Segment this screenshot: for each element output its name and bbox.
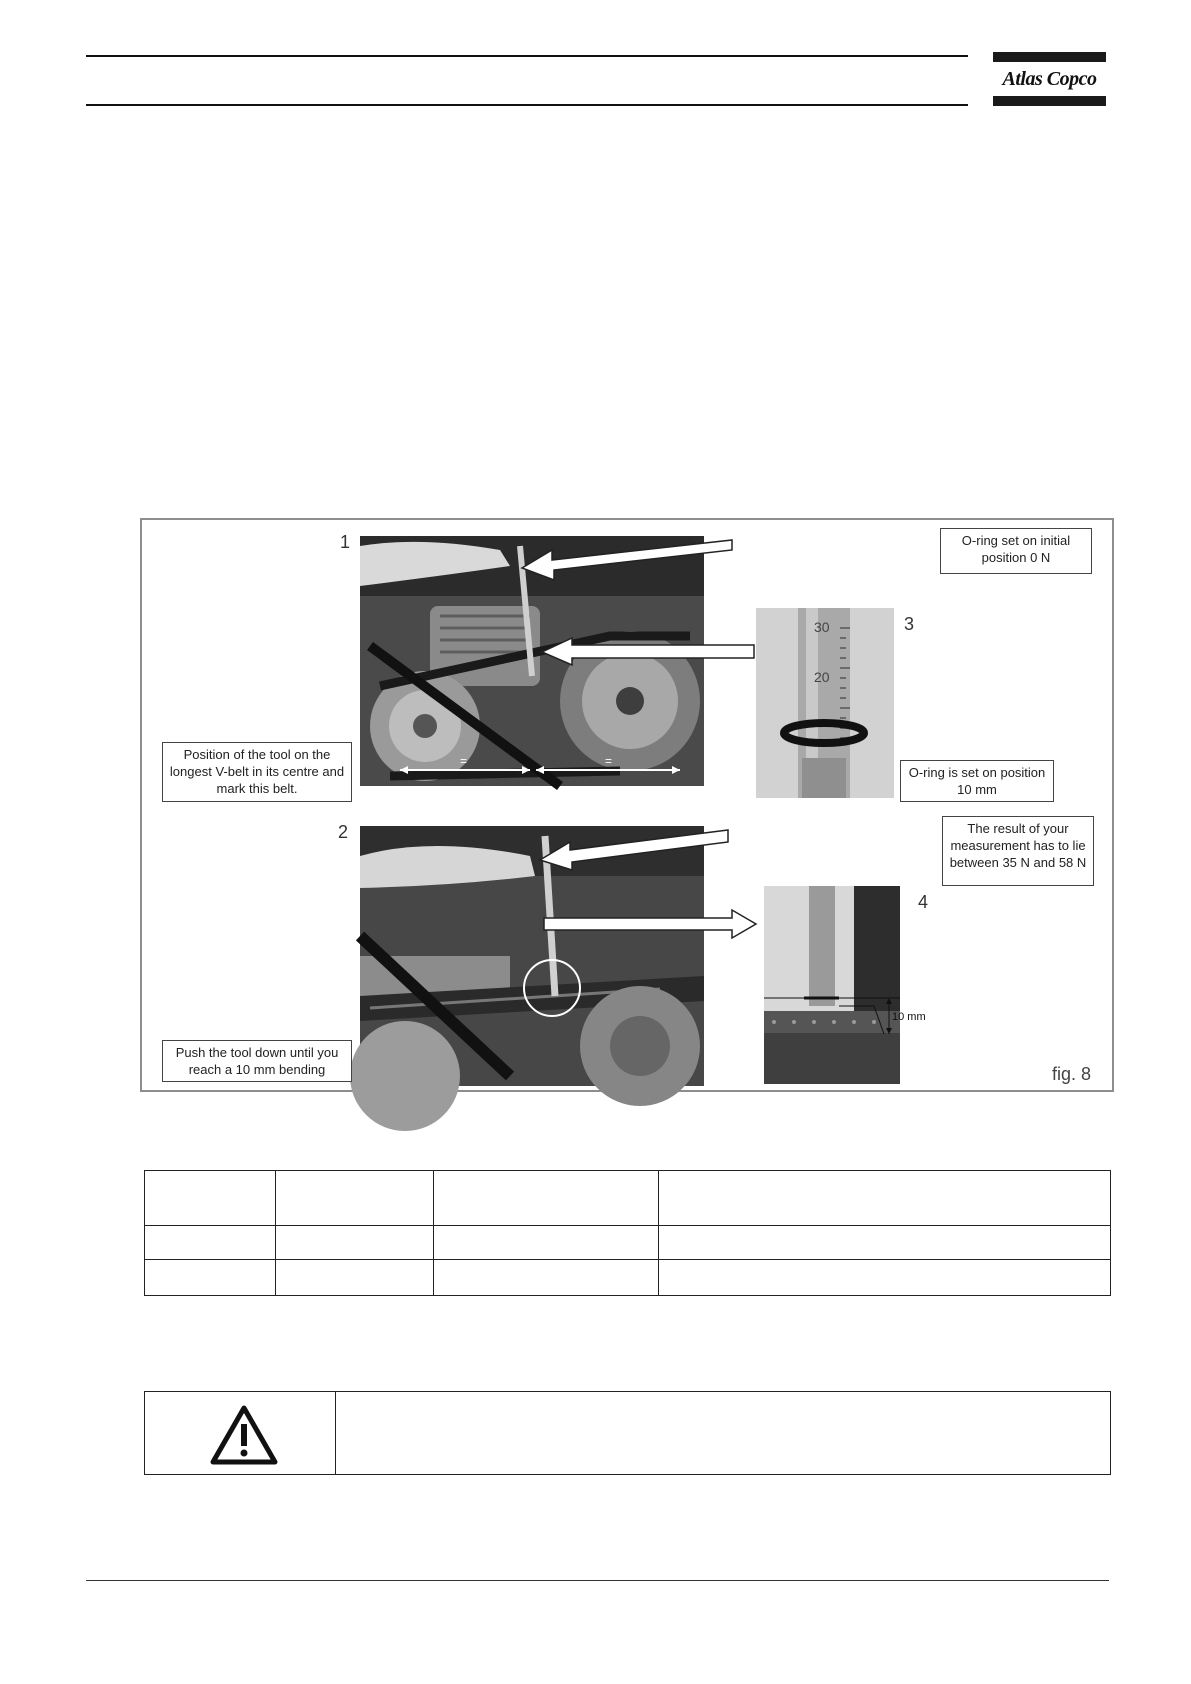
warning-triangle-icon: [209, 1404, 279, 1466]
table-cell: [433, 1260, 659, 1296]
callout-oring-initial: O-ring set on initial position 0 N: [940, 528, 1092, 574]
photo-push-tool: [360, 826, 704, 1086]
equal-mark-right: =: [605, 754, 613, 768]
atlas-copco-logo: [993, 52, 1106, 106]
step-number-2: 2: [338, 822, 349, 842]
step-number-1: 1: [340, 532, 351, 552]
header-rule-top: [86, 55, 968, 57]
callout-result: The result of your measurement has to lie between 35 N and 58 N: [942, 816, 1094, 886]
scale-mark-30: 30: [814, 619, 830, 635]
photo-10mm-bending: [764, 886, 926, 1084]
table-cell: [433, 1226, 659, 1260]
warning-divider: [335, 1392, 336, 1474]
figure-belt-tension: [140, 518, 1114, 1092]
table-cell: [659, 1171, 1111, 1226]
dimension-10mm: 10 mm: [892, 1011, 926, 1023]
callout-tool-position: Position of the tool on the longest V-belt in its centre and mark this belt.: [162, 742, 352, 802]
callout-oring-10mm: O-ring is set on position 10 mm: [900, 760, 1054, 802]
table-row: [145, 1171, 1111, 1226]
table-cell: [659, 1260, 1111, 1296]
photo-tool-on-belt: [360, 536, 704, 786]
table-cell: [145, 1226, 276, 1260]
scale-mark-20: 20: [814, 669, 830, 685]
table-cell: [275, 1226, 433, 1260]
figure-label: fig. 8: [1052, 1064, 1092, 1084]
step-number-4: 4: [918, 892, 929, 912]
warning-box: [144, 1391, 1111, 1475]
data-table: [144, 1170, 1111, 1296]
brand-name: Atlas Copco: [1002, 68, 1097, 90]
table-cell: [145, 1260, 276, 1296]
equal-mark-left: =: [460, 754, 468, 768]
footer-rule: [86, 1580, 1109, 1581]
step-number-3: 3: [904, 614, 915, 634]
table-cell: [145, 1171, 276, 1226]
table-row: [145, 1226, 1111, 1260]
table-cell: [275, 1260, 433, 1296]
table-row: [145, 1260, 1111, 1296]
table-cell: [433, 1171, 659, 1226]
callout-push-tool: Push the tool down until you reach a 10 mm bending: [162, 1040, 352, 1082]
table-cell: [659, 1226, 1111, 1260]
table-cell: [275, 1171, 433, 1226]
header-rule-bottom: [86, 104, 968, 106]
photo-oring-gauge: [756, 608, 894, 798]
